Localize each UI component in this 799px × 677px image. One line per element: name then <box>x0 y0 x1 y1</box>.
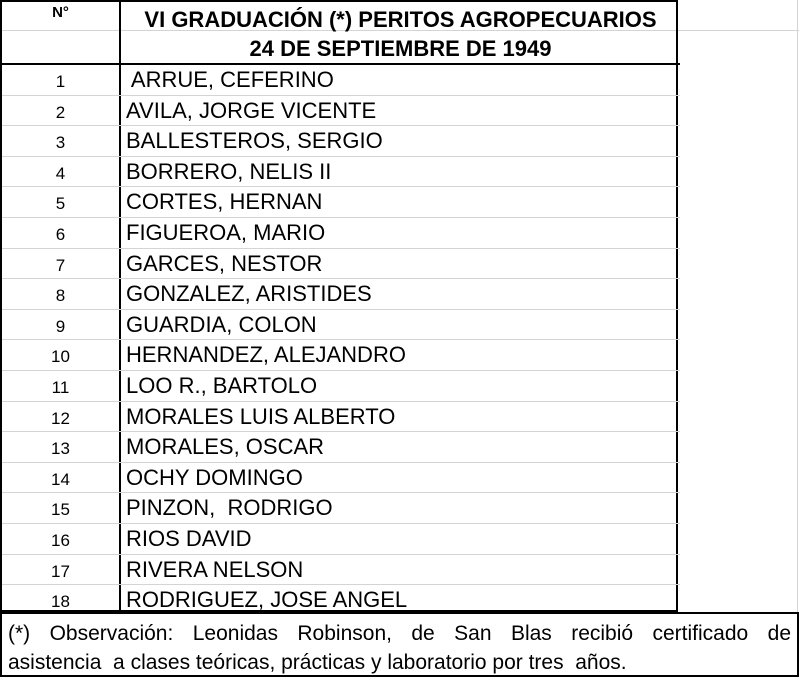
row-number: 11 <box>51 377 70 397</box>
row-number: 6 <box>55 224 66 244</box>
table-date: 24 DE SEPTIEMBRE DE 1949 <box>249 36 552 61</box>
table-row <box>2 555 680 586</box>
table-row <box>2 126 680 157</box>
graduate-name: HERNANDEZ, ALEJANDRO <box>126 342 406 368</box>
graduate-name: MORALES LUIS ALBERTO <box>126 403 396 429</box>
graduate-name: ARRUE, CEFERINO <box>126 67 334 92</box>
graduate-name: CORTES, HERNAN <box>126 189 323 215</box>
table-row <box>2 249 680 280</box>
row-number: 12 <box>51 408 70 428</box>
footnote <box>0 612 799 677</box>
graduate-name: LOO R., BARTOLO <box>126 372 318 398</box>
row-number: 2 <box>55 102 66 122</box>
table-row <box>2 493 680 524</box>
table-row <box>2 524 680 555</box>
table-row <box>2 187 680 218</box>
table-row <box>2 65 680 96</box>
row-number: 4 <box>55 163 66 183</box>
graduate-name: MORALES, OSCAR <box>126 434 325 460</box>
number-column-header: N° <box>52 4 69 21</box>
graduate-name: BALLESTEROS, SERGIO <box>126 128 383 154</box>
table-row <box>2 432 680 463</box>
row-number: 7 <box>55 255 66 275</box>
table-row <box>2 279 680 310</box>
table-body <box>2 65 680 616</box>
row-number: 17 <box>51 561 70 581</box>
footnote-line-2: asistencia a clases teóricas, prácticas y laboratorio por tres años. <box>8 651 627 674</box>
row-number: 15 <box>51 500 70 520</box>
graduate-name: PINZON, RODRIGO <box>126 495 333 521</box>
row-number: 5 <box>55 194 66 214</box>
table-row <box>2 463 680 494</box>
row-number: 10 <box>51 347 70 367</box>
table-row <box>2 402 680 433</box>
table-row <box>2 96 680 127</box>
row-number: 9 <box>55 316 66 336</box>
row-number: 13 <box>51 439 70 459</box>
table-title: VI GRADUACIÓN (*) PERITOS AGROPECUARIOS <box>144 7 657 32</box>
table-row <box>2 310 680 341</box>
graduate-name: AVILA, JORGE VICENTE <box>126 97 377 123</box>
graduate-name: GUARDIA, COLON <box>126 311 317 337</box>
row-number: 3 <box>55 133 66 153</box>
row-number: 14 <box>51 469 70 489</box>
graduate-name: RODRIGUEZ, JOSE ANGEL <box>126 587 408 613</box>
row-number: 8 <box>55 286 66 306</box>
row-number: 18 <box>51 592 70 612</box>
graduate-name: OCHY DOMINGO <box>126 464 303 490</box>
graduate-name: BORRERO, NELIS II <box>126 158 332 184</box>
graduate-name: RIVERA NELSON <box>126 556 304 582</box>
footnote-line-1: (*) Observación: Leonidas Robinson, de San Blas recibió certificado de <box>8 622 791 645</box>
table-row <box>2 218 680 249</box>
table-row <box>2 157 680 188</box>
graduate-name: FIGUEROA, MARIO <box>126 219 326 245</box>
table-row <box>2 371 680 402</box>
row-number: 1 <box>55 72 66 91</box>
table-row <box>2 340 680 371</box>
graduate-name: RIOS DAVID <box>126 525 252 551</box>
graduate-name: GONZALEZ, ARISTIDES <box>126 281 372 307</box>
row-number: 16 <box>51 530 70 550</box>
graduate-name: GARCES, NESTOR <box>126 250 323 276</box>
gridline <box>797 0 798 612</box>
